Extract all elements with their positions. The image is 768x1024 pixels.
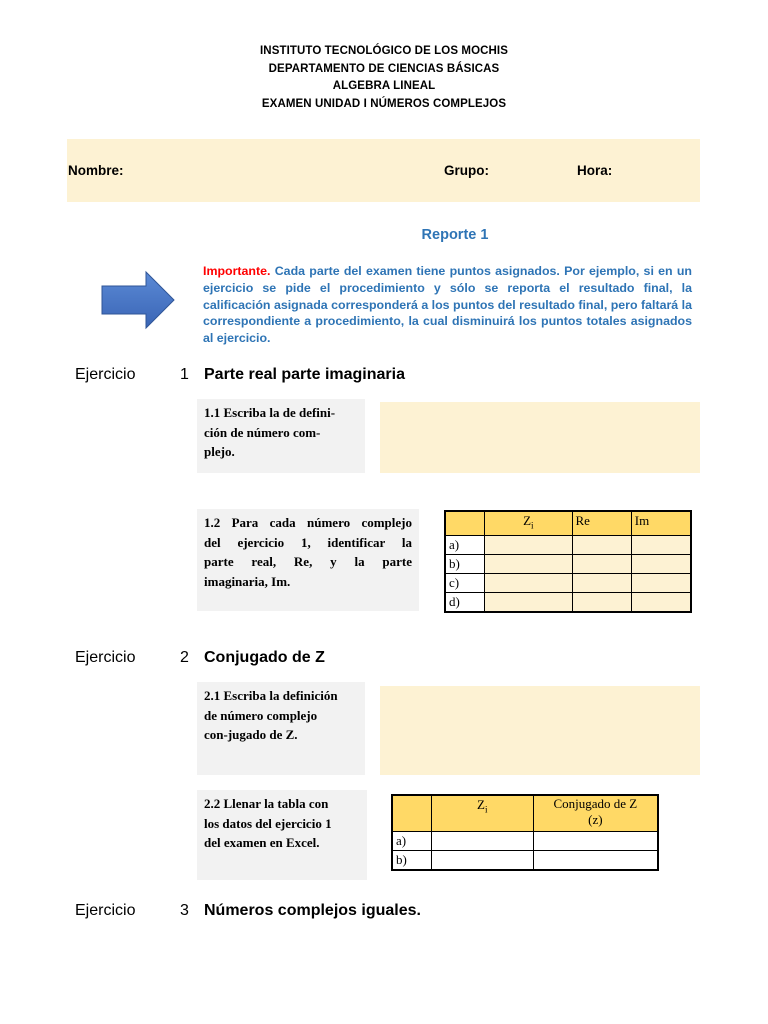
table-header-cell bbox=[392, 795, 431, 832]
question-2-1-line: con-jugado de Z. bbox=[204, 727, 298, 742]
table-row bbox=[445, 573, 691, 592]
question-2-2-line: del examen en Excel. bbox=[204, 835, 320, 850]
answer-2-1-box[interactable] bbox=[380, 686, 700, 775]
question-1-2-line: 1.2 Para cada número complejo bbox=[204, 515, 412, 530]
zi-cell[interactable] bbox=[485, 554, 572, 573]
question-2-1-text bbox=[204, 686, 338, 745]
right-arrow-icon bbox=[100, 270, 176, 330]
exercise-2-number: 2 bbox=[180, 649, 189, 666]
exercise-3-label: Ejercicio bbox=[75, 902, 136, 919]
re-cell[interactable] bbox=[572, 554, 631, 573]
row-label: d) bbox=[445, 592, 485, 612]
zi-cell[interactable] bbox=[431, 851, 533, 871]
exercise-1-label: Ejercicio bbox=[75, 366, 136, 383]
group-label: Grupo: bbox=[444, 163, 489, 178]
exercise-1-number: 1 bbox=[180, 366, 189, 383]
table-header-conjugate bbox=[533, 795, 658, 832]
row-label: b) bbox=[445, 554, 485, 573]
exercise-3-number: 3 bbox=[180, 902, 189, 919]
zi-cell[interactable] bbox=[485, 535, 572, 554]
re-cell[interactable] bbox=[572, 592, 631, 612]
row-label: a) bbox=[392, 832, 431, 851]
conjugate-table bbox=[391, 794, 659, 871]
question-1-2-line: del ejercicio 1, identificar la bbox=[204, 534, 412, 550]
question-1-1 bbox=[197, 399, 365, 473]
question-1-1-line: 1.1 Escriba la de defini- bbox=[204, 405, 336, 420]
student-info-band[interactable] bbox=[67, 139, 700, 202]
conjugate-cell[interactable] bbox=[533, 851, 658, 871]
question-1-1-line: plejo. bbox=[204, 444, 235, 459]
row-label: a) bbox=[445, 535, 485, 554]
question-2-2 bbox=[197, 790, 367, 880]
table-header-re: Re bbox=[572, 511, 631, 535]
name-label: Nombre: bbox=[68, 163, 124, 178]
question-1-1-text bbox=[204, 403, 335, 462]
table-row bbox=[392, 851, 658, 871]
exercise-3-title: Números complejos iguales. bbox=[204, 902, 421, 919]
im-cell[interactable] bbox=[631, 592, 691, 612]
question-1-2-line: parte real, Re, y la parte bbox=[204, 554, 412, 569]
table-header-cell bbox=[445, 511, 485, 535]
row-label: b) bbox=[392, 851, 431, 871]
zi-cell[interactable] bbox=[485, 573, 572, 592]
im-cell[interactable] bbox=[631, 535, 691, 554]
re-cell[interactable] bbox=[572, 535, 631, 554]
question-2-1-line: de número complejo bbox=[204, 707, 318, 723]
table-row bbox=[392, 832, 658, 851]
question-1-2 bbox=[197, 509, 419, 611]
conjugate-header-symbol: (z) bbox=[588, 812, 603, 827]
report-title: Reporte 1 bbox=[421, 227, 489, 243]
zi-cell[interactable] bbox=[431, 832, 533, 851]
course-name: ALGEBRA LINEAL bbox=[332, 80, 436, 92]
question-2-2-line: 2.2 Llenar la tabla con bbox=[204, 796, 329, 811]
conjugate-header-label: Conjugado de Z bbox=[553, 796, 638, 811]
table-header-im: Im bbox=[631, 511, 691, 535]
im-cell[interactable] bbox=[631, 573, 691, 592]
exercise-2-label: Ejercicio bbox=[75, 649, 136, 666]
zi-cell[interactable] bbox=[485, 592, 572, 612]
table-row bbox=[445, 592, 691, 612]
institution-name: INSTITUTO TECNOLÓGICO DE LOS MOCHIS bbox=[260, 45, 508, 57]
conjugate-cell[interactable] bbox=[533, 832, 658, 851]
table-header-zi: $Z_i$ bbox=[431, 795, 533, 832]
department-name: DEPARTAMENTO DE CIENCIAS BÁSICAS bbox=[268, 63, 500, 75]
im-cell[interactable] bbox=[631, 554, 691, 573]
question-1-2-line: imaginaria, Im. bbox=[204, 573, 291, 589]
exercise-1-title: Parte real parte imaginaria bbox=[204, 366, 405, 383]
hour-label: Hora: bbox=[577, 163, 613, 178]
re-im-table bbox=[444, 510, 692, 613]
question-1-2-text bbox=[204, 513, 412, 591]
important-notice bbox=[203, 263, 692, 347]
table-row bbox=[445, 535, 691, 554]
exam-title: EXAMEN UNIDAD I NÚMEROS COMPLEJOS bbox=[261, 98, 507, 110]
exercise-2-title: Conjugado de Z bbox=[204, 649, 325, 666]
question-2-2-line: los datos del ejercicio 1 bbox=[204, 815, 332, 831]
question-2-1 bbox=[197, 682, 365, 775]
answer-1-1-box[interactable] bbox=[380, 402, 700, 473]
question-1-1-line: ción de número com- bbox=[204, 424, 321, 440]
question-2-2-text bbox=[204, 794, 332, 853]
table-row bbox=[445, 554, 691, 573]
notice-text: Cada parte del examen tiene puntos asignados. Por ejemplo, si en un ejercicio se pide el procedimiento y sólo se reporta el resultado final, la calificación asignada corresponderá a los puntos del resultado final, pero faltará la correspondiente a procedimiento, la cual disminuirá los puntos totales asignados al ejercicio. bbox=[203, 264, 692, 346]
important-label: Importante. bbox=[203, 264, 271, 278]
row-label: c) bbox=[445, 573, 485, 592]
question-2-1-line: 2.1 Escriba la definición bbox=[204, 688, 338, 703]
re-cell[interactable] bbox=[572, 573, 631, 592]
table-header-zi: $Z_i$ bbox=[485, 511, 572, 535]
